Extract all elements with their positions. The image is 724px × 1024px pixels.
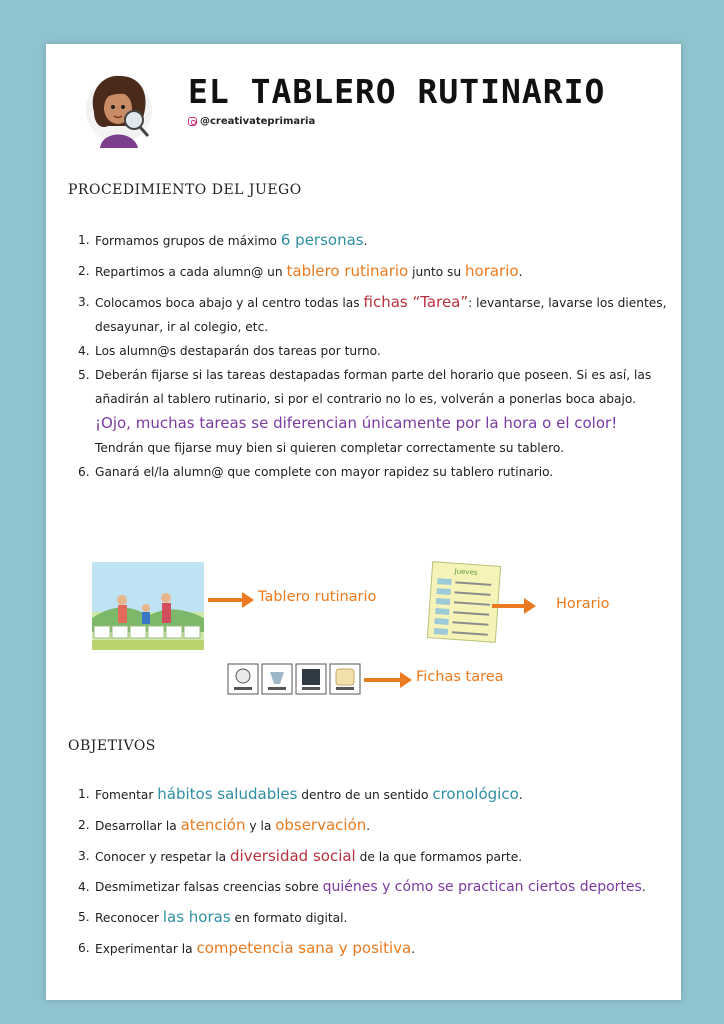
schedule-label: Horario	[556, 596, 610, 612]
schedule-title: Jueves	[454, 567, 478, 577]
arrow-right-icon	[206, 590, 256, 610]
procedure-item: 4. Los alumn@s destaparán dos tareas por turno.	[78, 344, 381, 358]
objective-item: 6. Experimentar la competencia sana y positiva.	[78, 939, 416, 957]
instagram-handle-text: @creativateprimaria	[200, 116, 316, 127]
procedure-item: 5. Deberán fijarse si las tareas destapadas forman parte del horario que poseen. Si es así, las añadirán al tablero rutinario, si por el contrario no lo es, volverán a ponerlas boca abajo. ¡Ojo, muchas tareas se diferencian únicamente por la hora o el color! Tendrán que fijarse muy bien si quieren completar correctamente su tablero.	[78, 368, 652, 455]
objective-item: 4. Desmimetizar falsas creencias sobre quiénes y cómo se practican ciertos deportes.	[78, 879, 646, 895]
page-title: EL TABLERO RUTINARIO	[188, 72, 606, 111]
objectives-list	[78, 780, 668, 963]
arrow-right-icon	[490, 596, 538, 616]
objective-item: 5. Reconocer las horas en formato digital.	[78, 908, 348, 926]
author-avatar	[82, 70, 156, 150]
procedure-heading: PROCEDIMIENTO DEL JUEGO	[68, 182, 302, 198]
procedure-item: 1. Formamos grupos de máximo 6 personas.	[78, 231, 368, 249]
instagram-handle[interactable]	[188, 116, 315, 127]
objective-item: 3. Conocer y respetar la diversidad social de la que formamos parte.	[78, 847, 523, 865]
procedure-list	[78, 228, 668, 484]
task-cards-label: Fichas tarea	[416, 669, 504, 685]
objective-item: 1. Fomentar hábitos saludables dentro de un sentido cronológico.	[78, 785, 523, 803]
routine-board-image	[92, 562, 204, 650]
objectives-heading: OBJETIVOS	[68, 738, 156, 754]
instagram-icon	[188, 117, 197, 126]
procedure-item: 6. Ganará el/la alumn@ que complete con mayor rapidez su tablero rutinario.	[78, 465, 554, 479]
procedure-item: 3. Colocamos boca abajo y al centro todas las fichas “Tarea”: levantarse, lavarse los dientes, desayunar, ir al colegio, etc.	[78, 293, 667, 334]
task-cards-image	[226, 662, 364, 696]
objective-item: 2. Desarrollar la atención y la observación.	[78, 816, 371, 834]
routine-board-label: Tablero rutinario	[258, 589, 377, 605]
arrow-right-icon	[362, 670, 414, 690]
procedure-item: 2. Repartimos a cada alumn@ un tablero rutinario junto su horario.	[78, 262, 523, 280]
